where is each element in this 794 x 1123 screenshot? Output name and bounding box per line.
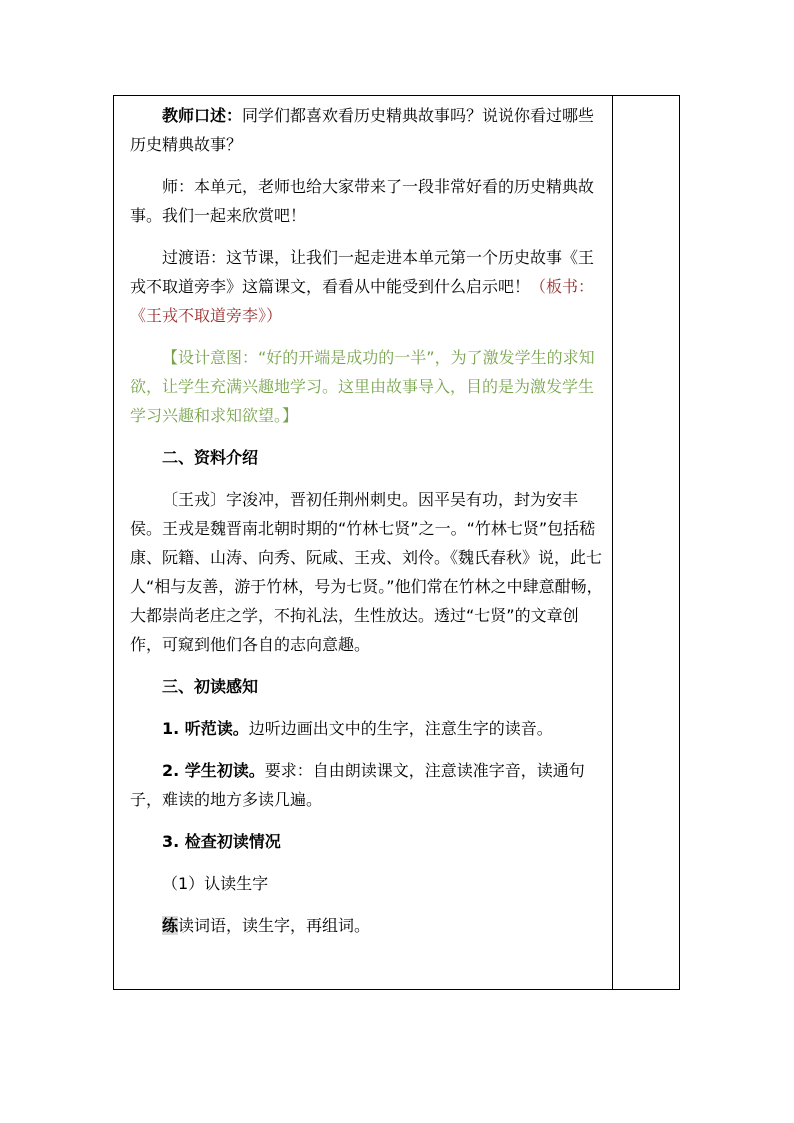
lesson-content-cell bbox=[130, 101, 606, 940]
section-heading-materials: 二、资料介绍 bbox=[162, 448, 259, 467]
transition-text: 过渡语：这节课，让我们一起走进本单元第一个历史故事《王戎不取道旁李》这篇课文，看看从中能受到什么启示吧！ bbox=[130, 248, 595, 296]
section-heading-first-reading: 三、初读感知 bbox=[162, 677, 259, 696]
practice-text: 读词语，读生字，再组词。 bbox=[178, 916, 371, 935]
board-note: （板书：《王戎不取道旁李》） bbox=[130, 277, 595, 325]
teacher-label: 教师口述： bbox=[162, 106, 243, 125]
materials-paragraph: 〔王戎〕字浚冲，晋初任荆州刺史。因平吴有功，封为安丰侯。王戎是魏晋南北朝时期的“竹林七贤”之一。“竹林七贤”包括嵇康、阮籍、山涛、向秀、阮咸、王戎、刘伶。《魏氏春秋》说，此七人“相与友善，游于竹林，号为七贤。”他们常在竹林之中肆意酣畅，大都崇尚老庄之学，不拘礼法，生性放达。透过“七贤”的文章创作，可窥到他们各自的志向意趣。 bbox=[130, 490, 603, 654]
step-listen bbox=[130, 714, 606, 743]
step-read-label: 2. 学生初读。 bbox=[162, 761, 265, 780]
lesson-table bbox=[113, 95, 680, 990]
step-read-text: 要求：自由朗读课文，注意读准字音，读通句子，难读的地方多读几遍。 bbox=[130, 761, 585, 809]
step-listen-label: 1. 听范读。 bbox=[162, 719, 249, 738]
practice-first-char: 练 bbox=[162, 916, 179, 935]
teacher-narration bbox=[130, 101, 606, 159]
column-divider bbox=[612, 96, 613, 989]
sub-step-characters: （1）认读生字 bbox=[162, 874, 269, 893]
step-listen-text: 边听边画出文中的生字，注意生字的读音。 bbox=[248, 719, 553, 738]
teacher-text: 同学们都喜欢看历史精典故事吗？说说你看过哪些历史精典故事？ bbox=[130, 106, 595, 154]
step-read bbox=[130, 756, 606, 814]
practice-line bbox=[130, 911, 606, 940]
step-check: 3. 检查初读情况 bbox=[162, 832, 281, 851]
design-intent: 【设计意图：“好的开端是成功的一半”，为了激发学生的求知欲，让学生充满兴趣地学习。这里由故事导入，目的是为激发学生学习兴趣和求知欲望。】 bbox=[130, 348, 595, 425]
transition-paragraph bbox=[130, 243, 606, 330]
teacher-intro: 师：本单元，老师也给大家带来了一段非常好看的历史精典故事。我们一起来欣赏吧！ bbox=[130, 177, 595, 225]
